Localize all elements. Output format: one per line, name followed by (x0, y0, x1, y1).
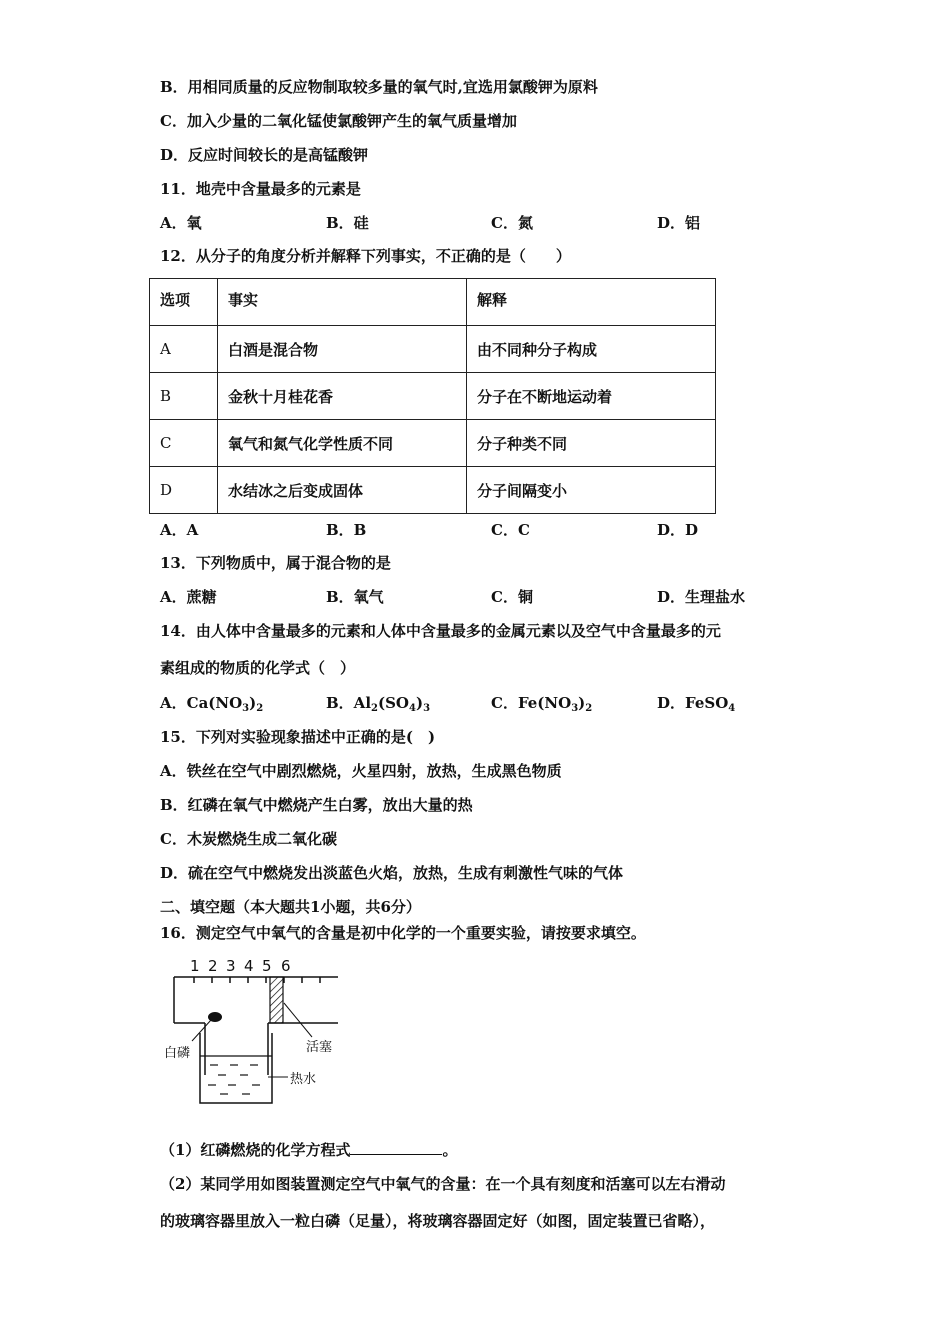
q12-option-d: D．D (657, 521, 699, 539)
table-cell: 金秋十月桂花香 (218, 373, 467, 420)
q16-sub2-line1: （2）某同学用如图装置测定空气中氧气的含量：在一个具有刻度和活塞可以左右滑动 (160, 1175, 726, 1193)
q13-option-d: D．生理盐水 (657, 588, 746, 606)
piston (270, 977, 283, 1023)
q16-sub1: （1）红磷燃烧的化学方程式 。 (160, 1141, 458, 1159)
q14-stem-line2: 素组成的物质的化学式（ ） (160, 659, 356, 677)
table-header-cell: 解释 (467, 279, 716, 326)
q11-option-d: D．铝 (657, 214, 701, 232)
glass-tube (174, 977, 338, 1023)
scale-label: 1 (190, 957, 200, 975)
table-cell: C (150, 420, 218, 467)
q11-option-b: B．硅 (326, 214, 369, 232)
q15-stem: 15．下列对实验现象描述中正确的是( ) (160, 728, 436, 746)
q16-apparatus-figure (160, 953, 350, 1113)
q12-option-a: A．A (160, 521, 199, 539)
q13-option-b: B．氧气 (326, 588, 384, 606)
q11-stem: 11．地壳中含量最多的元素是 (160, 180, 361, 198)
q12-stem: 12．从分子的角度分析并解释下列事实，不正确的是（ ） (160, 247, 571, 265)
answer-blank[interactable] (350, 1140, 442, 1155)
hot-water (200, 1056, 272, 1094)
q16-sub2-line2: 的玻璃容器里放入一粒白磷（足量），将玻璃容器固定好（如图，固定装置已省略）， (160, 1212, 716, 1230)
scale-label: 5 (262, 957, 272, 975)
q15-option-d: D．硫在空气中燃烧发出淡蓝色火焰，放热，生成有刺激性气味的气体 (160, 864, 624, 882)
table-row (150, 373, 716, 420)
q14-option-b: B．$Al_2(SO_4)_3$ (326, 694, 431, 714)
q13-option-a: A．蔗糖 (160, 588, 217, 606)
q16-stem: 16．测定空气中氧气的含量是初中化学的一个重要实验，请按要求填空。 (160, 924, 646, 942)
q12-table (149, 278, 716, 514)
table-header-cell: 选项 (150, 279, 218, 326)
q14-option-a: A．$Ca(NO_3)_2$ (160, 694, 264, 714)
table-cell: A (150, 326, 218, 373)
table-cell: 分子在不断地运动着 (467, 373, 716, 420)
down-tube (205, 1023, 268, 1075)
table-cell: D (150, 467, 218, 514)
table-cell: 由不同种分子构成 (467, 326, 716, 373)
section-2-title: 二、填空题（本大题共1小题，共6分） (160, 898, 421, 916)
table-row (150, 420, 716, 467)
table-row (150, 467, 716, 514)
scale-label: 2 (208, 957, 218, 975)
table-header-cell: 事实 (218, 279, 467, 326)
q11-option-a: A．氧 (160, 214, 202, 232)
scale-label: 3 (226, 957, 236, 975)
q13-stem: 13．下列物质中，属于混合物的是 (160, 554, 391, 572)
table-cell: 白酒是混合物 (218, 326, 467, 373)
scale-label: 6 (281, 957, 291, 975)
q15-option-b: B．红磷在氧气中燃烧产生白雾，放出大量的热 (160, 796, 473, 814)
table-cell: 分子种类不同 (467, 420, 716, 467)
label-piston: 活塞 (306, 1040, 333, 1055)
q10-option-b: B．用相同质量的反应物制取较多量的氧气时,宜选用氯酸钾为原料 (160, 78, 598, 96)
table-cell: 分子间隔变小 (467, 467, 716, 514)
beaker (200, 1033, 272, 1103)
table-cell: 水结冰之后变成固体 (218, 467, 467, 514)
table-row (150, 326, 716, 373)
q10-option-d: D．反应时间较长的是高锰酸钾 (160, 146, 369, 164)
table-cell: B (150, 373, 218, 420)
scale-label: 4 (244, 957, 254, 975)
table-header-row (150, 279, 716, 326)
q14-option-c: C．$Fe(NO_3)_2$ (491, 694, 593, 714)
q11-option-c: C．氮 (491, 214, 533, 232)
label-hot-water: 热水 (290, 1072, 317, 1087)
q14-option-d: D．FeSO$_4$ (657, 694, 736, 714)
q12-option-b: B．B (326, 521, 367, 539)
q14-stem-line1: 14．由人体中含量最多的元素和人体中含量最多的金属元素以及空气中含量最多的元 (160, 622, 721, 640)
q15-option-a: A．铁丝在空气中剧烈燃烧，火星四射，放热，生成黑色物质 (160, 762, 562, 780)
table-cell: 氧气和氮气化学性质不同 (218, 420, 467, 467)
q10-option-c: C．加入少量的二氧化锰使氯酸钾产生的氧气质量增加 (160, 112, 517, 130)
q12-option-c: C．C (491, 521, 530, 539)
q15-option-c: C．木炭燃烧生成二氧化碳 (160, 830, 337, 848)
scale-labels (190, 957, 291, 975)
q13-option-c: C．铜 (491, 588, 533, 606)
label-white-phosphorus: 白磷 (164, 1046, 191, 1061)
